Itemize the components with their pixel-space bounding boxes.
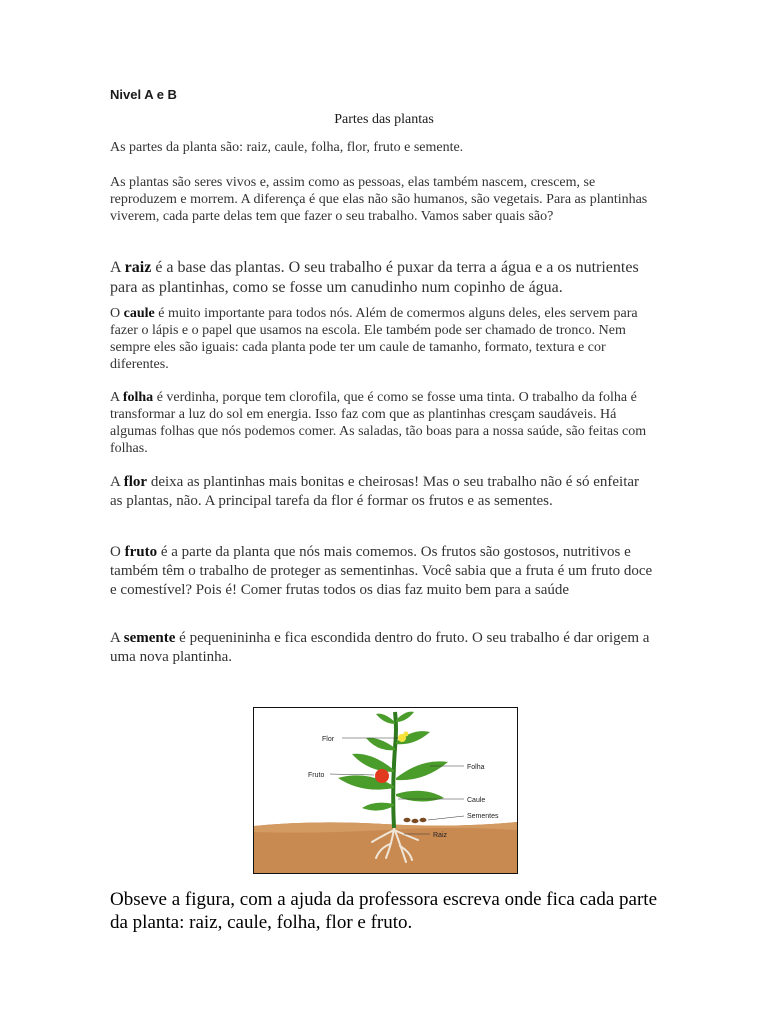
term-folha: folha (122, 390, 154, 405)
label-flor: Flor (322, 736, 335, 743)
plant-illustration (254, 708, 517, 873)
label-raiz: Raiz (433, 832, 448, 839)
term-semente: semente (123, 630, 176, 646)
paragraph-seres-vivos: As plantas são seres vivos e, assim como as pessoas, elas também nascem, crescem, se reproduzem e morrem. A diferença é que elas não são humanos, são vegetais. Para as plantinhas viverem, cada parte delas tem que fazer o seu trabalho. Vamos saber quais são? (110, 175, 648, 224)
page-title: Partes das plantas (334, 112, 434, 127)
level-heading: Nivel A e B (110, 87, 177, 102)
paragraph-folha: A folha é verdinha, porque tem clorofila, que é como se fosse uma tinta. O trabalho da folha é transformar a luz do sol em energia. Isso faz com que as plantinhas cresçam saudáveis. Há algumas folhas que nós podemos comer. As saladas, tão boas para a nossa saúde, são feitas com folhas. (110, 390, 647, 456)
paragraph-fruto: O fruto é a parte da planta que nós mais comemos. Os frutos são gostosos, nutritivos e também têm o trabalho de proteger as sementinhas. Você sabia que a fruta é um fruto doce e comestível? Pois é! Comer frutas todos os dias faz muito bem para a saúde (110, 544, 653, 598)
label-caule: Caule (467, 797, 486, 804)
instruction-text: Obseve a figura, com a ajuda da professora escreva onde fica cada parte da planta: raiz, caule, folha, flor e fruto. (110, 889, 658, 933)
paragraph-flor: A flor deixa as plantinhas mais bonitas e cheirosas! Mas o seu trabalho não é só enfeitar as plantas, não. A principal tarefa da flor é formar os frutos e as sementes. (110, 474, 640, 509)
term-caule: caule (123, 306, 155, 321)
label-fruto: Fruto (308, 772, 325, 779)
paragraph-raiz: A raiz é a base das plantas. O seu trabalho é puxar da terra a água e a os nutrientes para as plantinhas, como se fosse um canudinho num copinho de água. (110, 259, 639, 296)
plant-figure (253, 707, 518, 874)
term-raiz: raiz (124, 259, 152, 276)
fruit (375, 769, 389, 783)
label-folha: Folha (467, 764, 485, 771)
term-flor: flor (123, 474, 148, 490)
paragraph-semente: A semente é pequenininha e fica escondida dentro do fruto. O seu trabalho é dar origem a uma nova plantinha. (110, 630, 650, 665)
paragraph-caule: O caule é muito importante para todos nós. Além de comermos alguns deles, eles servem para fazer o lápis e o papel que usamos na escola. Ele também pode ser chamado de tronco. Nem sempre eles são iguais: cada planta pode ter um caule de tamanho, formato, textura e cor diferentes. (110, 306, 638, 372)
label-sementes: Sementes (467, 813, 499, 820)
term-fruto: fruto (124, 544, 158, 560)
intro-paragraph: As partes da planta são: raiz, caule, folha, flor, fruto e semente. (110, 140, 464, 155)
